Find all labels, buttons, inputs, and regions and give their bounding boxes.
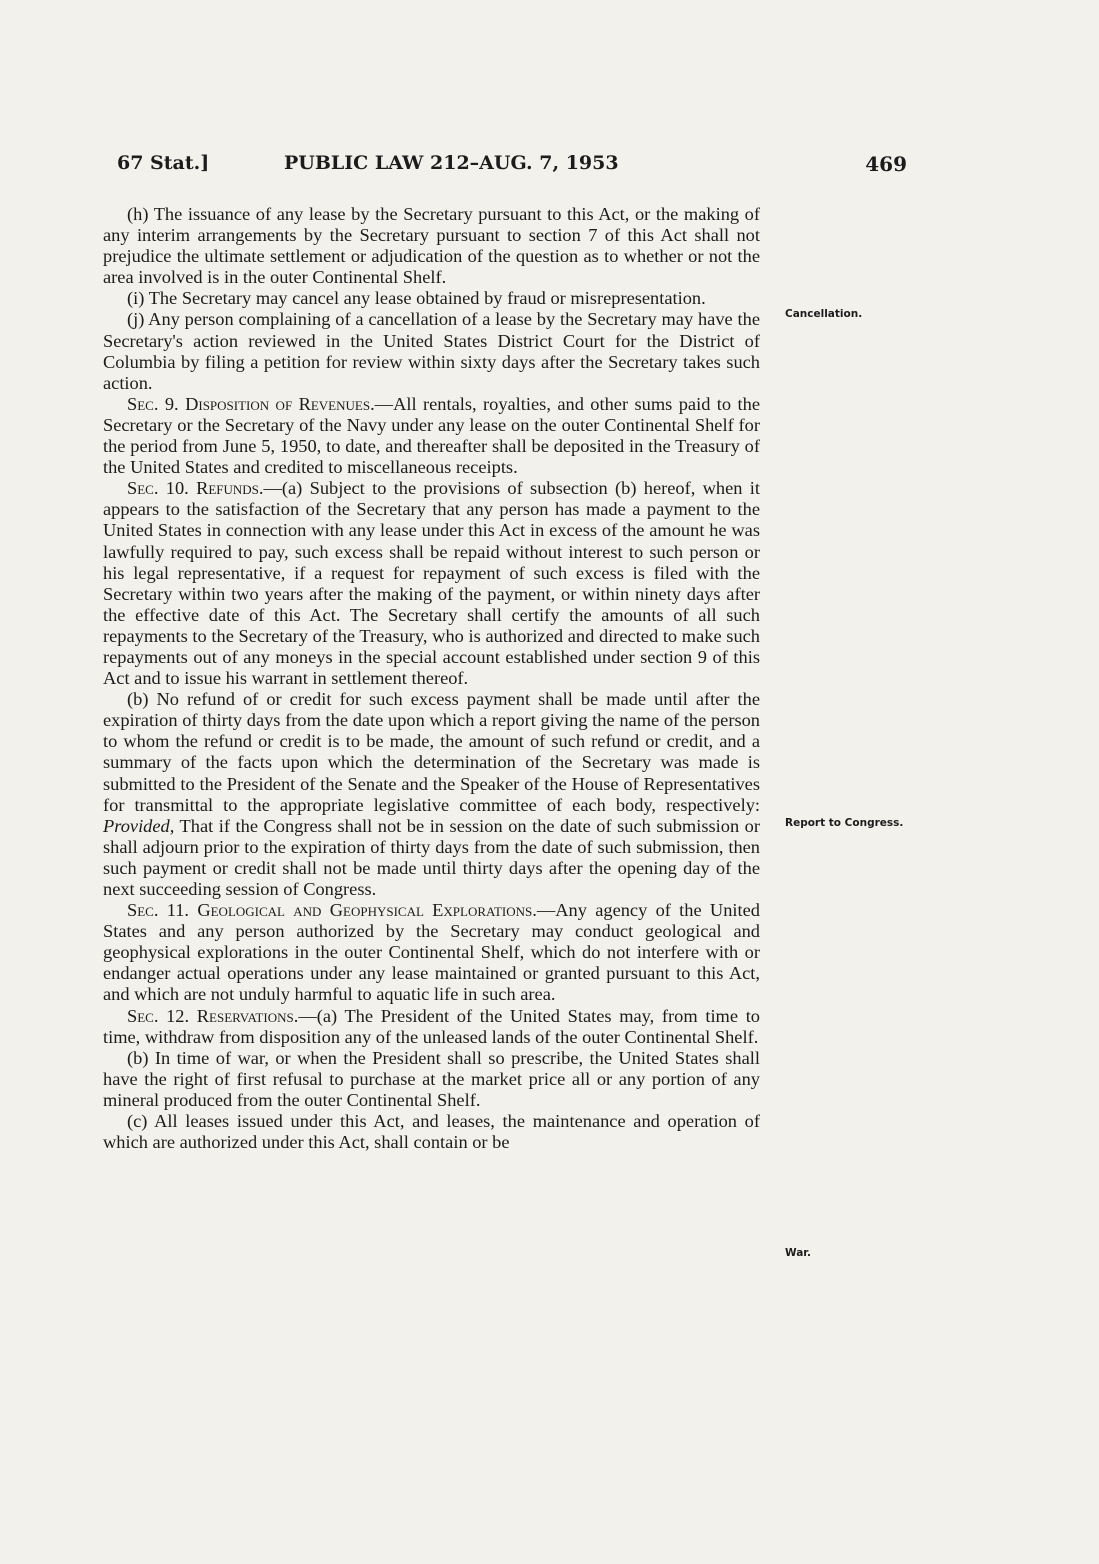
section-11-title: Geological and Geophysical Explorations.: [197, 900, 537, 921]
margin-note-report: Report to Congress.: [785, 817, 904, 829]
paragraph-h: (h) The issuance of any lease by the Secretary pursuant to this Act, or the making of any interim arrangements by the Secretary pursuant to section 7 of this Act shall not prejudice the ultimate settlement or adjudication of the question as to whether or not the area involved is in the outer Continental Shelf.: [103, 204, 760, 288]
section-9-number: Sec. 9.: [127, 393, 179, 414]
paragraph-j: (j) Any person complaining of a cancellation of a lease by the Secretary may have the Secretary's action reviewed in the United States District Court for the District of Columbia by filing a petition for review within sixty days after the Secretary takes such action.: [103, 309, 760, 393]
section-10-number: Sec. 10.: [127, 478, 189, 499]
body-text: [103, 204, 760, 1153]
section-10-b-text: (b) No refund of or credit for such excess payment shall be made until after the expiration of thirty days from the date upon which a report giving the name of the person to whom the refund or credit is to be made, the amount of such refund or credit, and a summary of the facts upon which the determination of the Secretary was made is submitted to the President of the Senate and the Speaker of the House of Representatives for transmittal to the appropriate legislative committee of each body, respectively:: [103, 689, 760, 815]
section-11: [103, 900, 760, 1005]
section-11-text: —Any agency of the United States and any person authorized by the Secretary may conduct geological and geophysical explorations in the outer Continental Shelf, which do not interfere with or endanger actual operations under any lease maintained or granted pursuant to this Act, and which are not unduly harmful to aquatic life in such area.: [103, 900, 760, 1005]
paragraph-i: (i) The Secretary may cancel any lease obtained by fraud or misrepresentation.: [127, 288, 706, 309]
section-10: [103, 478, 760, 689]
section-12-c: (c) All leases issued under this Act, and leases, the maintenance and operation of which are authorized under this Act, shall contain or be: [103, 1111, 760, 1153]
section-12-text: —(a) The President of the United States may, from time to time, withdraw from disposition any of the unleased lands of the outer Continental Shelf.: [103, 1005, 760, 1047]
section-12-title: Reservations.: [196, 1005, 299, 1026]
section-9: [103, 394, 760, 478]
section-10-title: Refunds.: [196, 478, 264, 499]
margin-note-war: War.: [785, 1247, 811, 1259]
section-9-title: Disposition of Revenues.: [185, 393, 375, 414]
section-10-b-text-2: , That if the Congress shall not be in session on the date of such submission or shall adjourn prior to the expiration of thirty days from the date of such submission, then such payment or credit shall not be made until thirty days after the opening day of the next succeeding session of Congress.: [103, 815, 760, 899]
page-number: 469: [865, 152, 907, 176]
section-9-text: —All rentals, royalties, and other sums paid to the Secretary or the Secretary of the Navy under any lease on the outer Continental Shelf for the period from June 5, 1950, to date, and thereafter shall be deposited in the Treasury of the United States and credited to miscellaneous receipts.: [103, 393, 760, 478]
statute-volume: 67 Stat.]: [117, 152, 210, 174]
page-title: PUBLIC LAW 212–AUG. 7, 1953: [284, 152, 619, 174]
margin-note-cancellation: Cancellation.: [785, 308, 863, 320]
section-10-text: —(a) Subject to the provisions of subsection (b) hereof, when it appears to the satisfaction of the Secretary that any person has made a payment to the United States in connection with any lease under this Act in excess of the amount he was lawfully required to pay, such excess shall be repaid without interest to such person or his legal representative, if a request for repayment of such excess is filed with the Secretary within two years after the making of the payment, or within ninety days after the effective date of this Act. The Secretary shall certify the amounts of all such repayments to the Secretary of the Treasury, who is authorized and directed to make such repayments out of any moneys in the special account established under section 9 of this Act and to issue his warrant in settlement thereof.: [103, 478, 760, 689]
running-header: [117, 152, 907, 180]
section-10-b: [103, 689, 760, 900]
section-12: [103, 1006, 760, 1048]
section-11-number: Sec. 11.: [127, 900, 190, 921]
section-12-number: Sec. 12.: [127, 1005, 190, 1026]
provided-term: Provided: [103, 815, 170, 836]
section-12-b: (b) In time of war, or when the President shall so prescribe, the United States shall have the right of first refusal to purchase at the market price all or any portion of any mineral produced from the outer Continental Shelf.: [103, 1047, 760, 1110]
